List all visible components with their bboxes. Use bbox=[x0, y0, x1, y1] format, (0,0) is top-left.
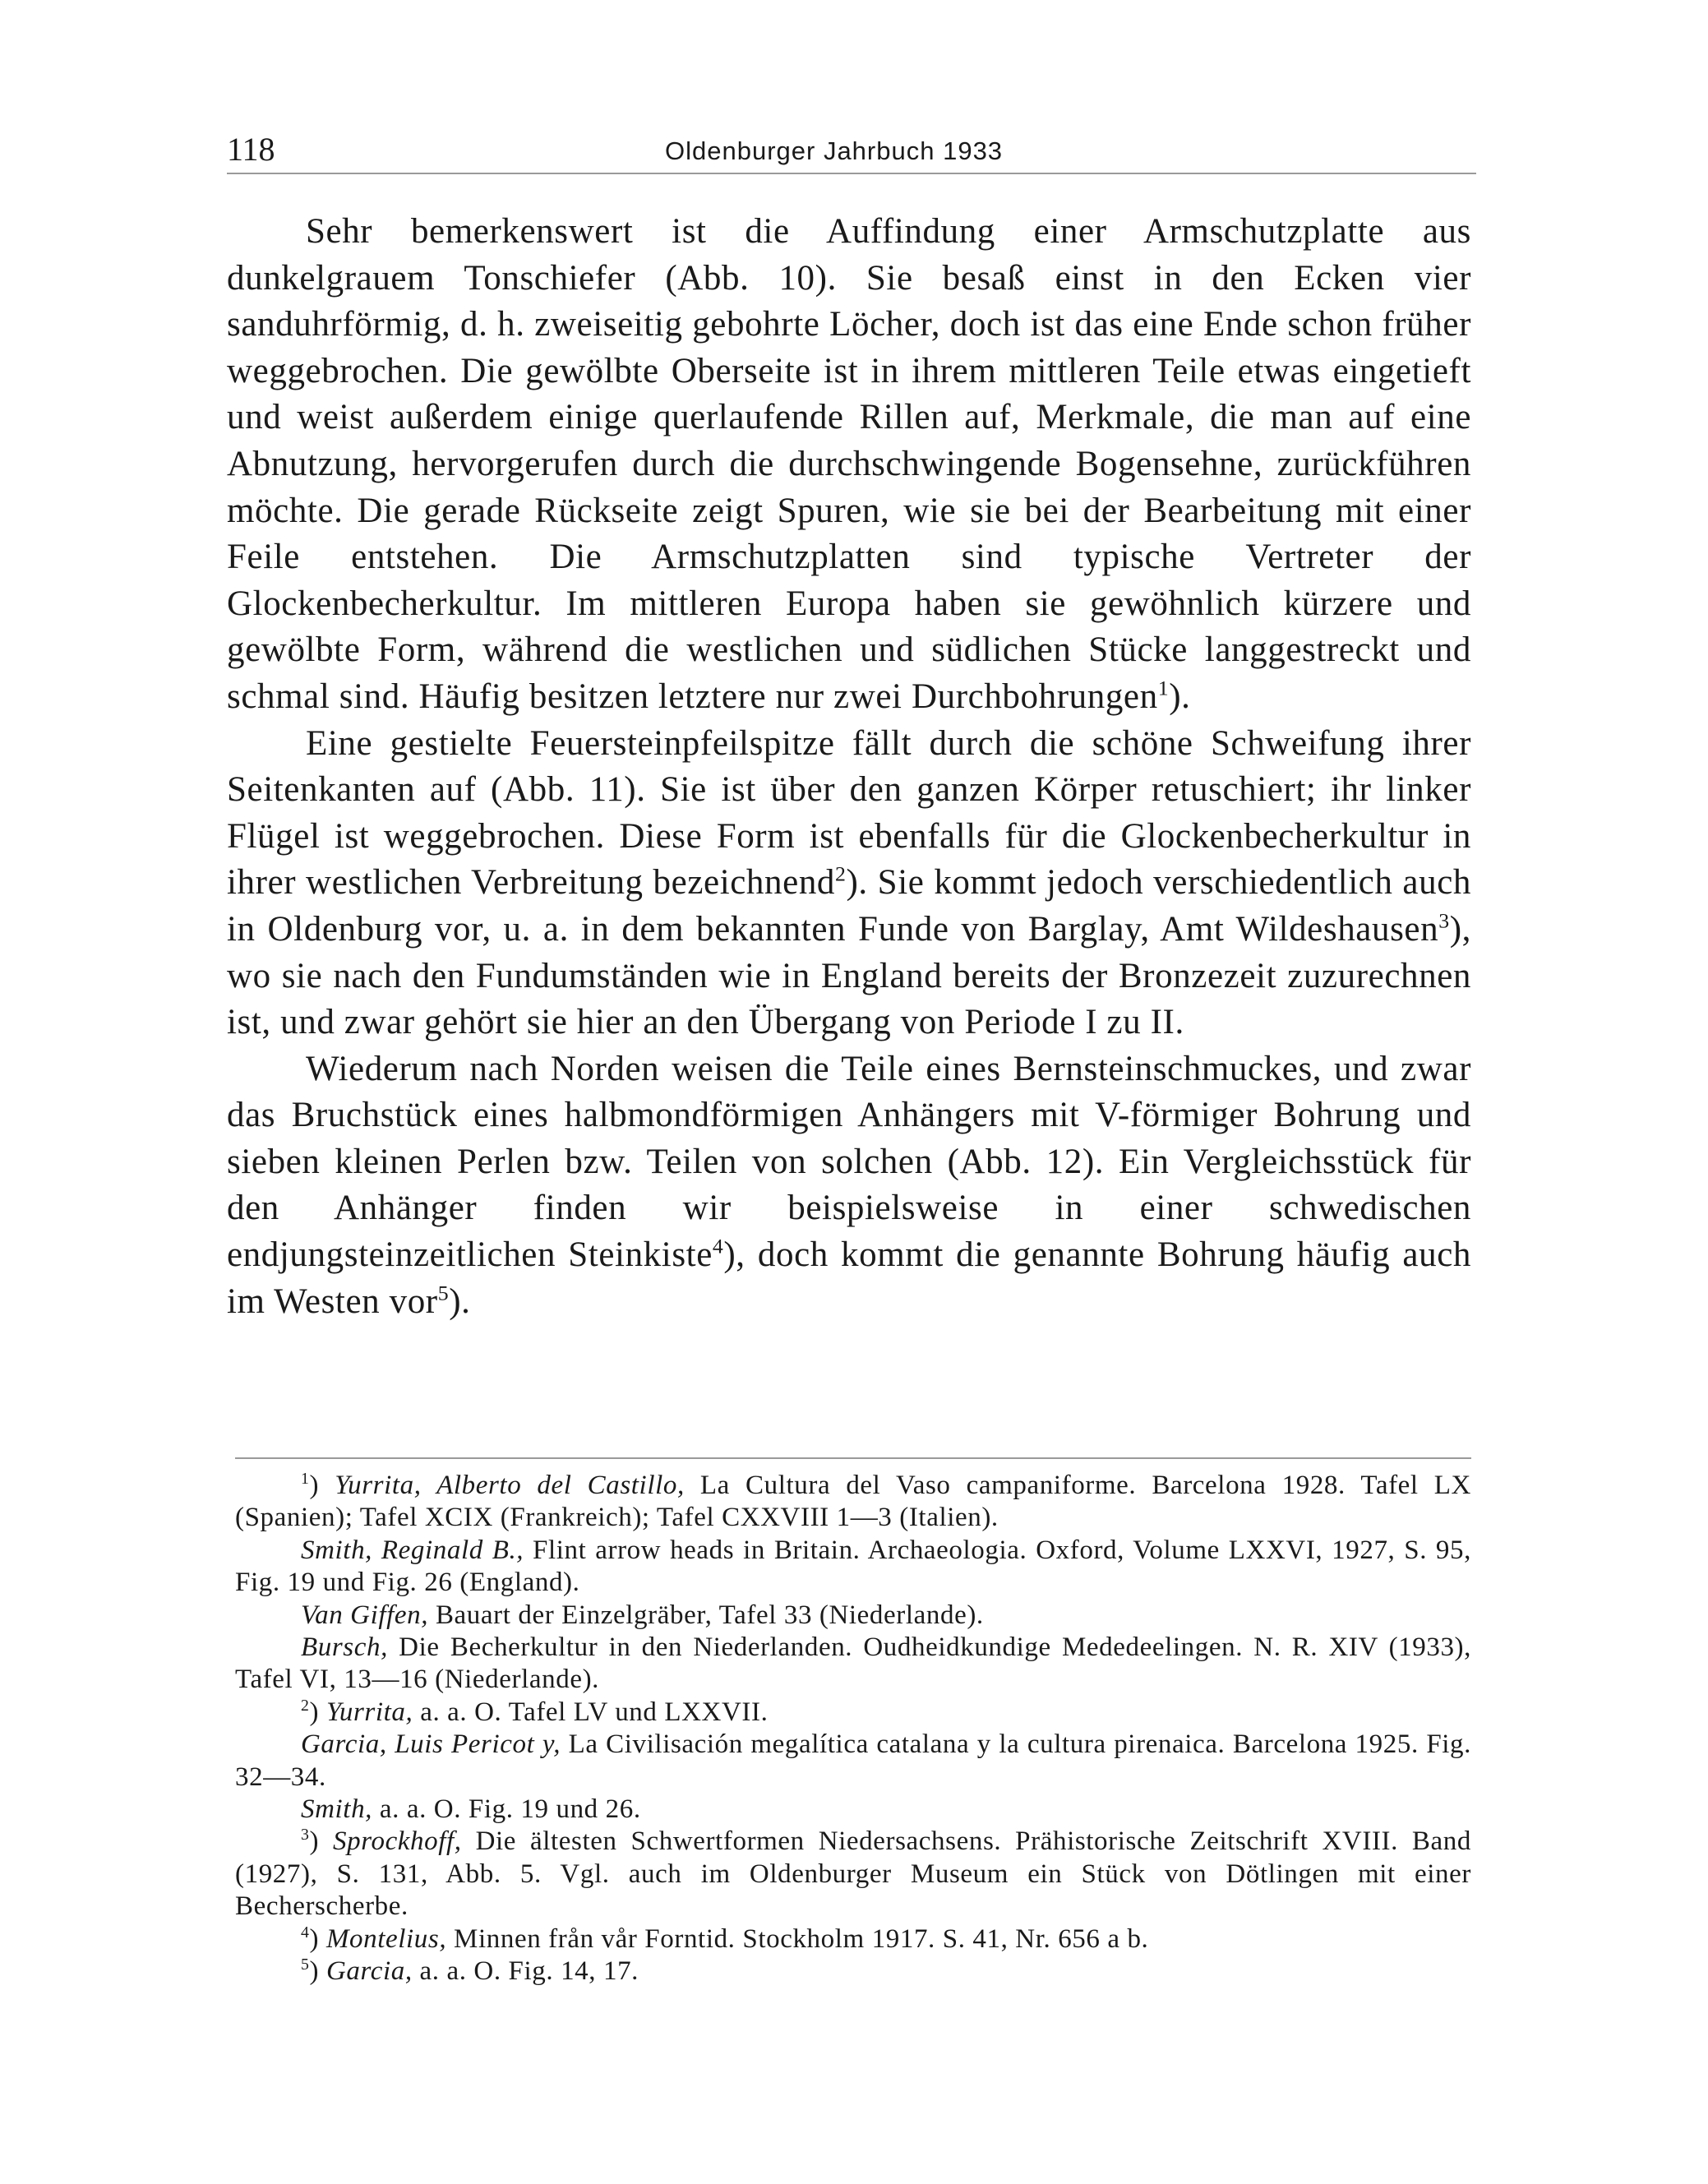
footnote-author: Yurrita, Alberto del Castillo, bbox=[335, 1471, 685, 1500]
footnote-1: $^1$) Yurrita, Alberto del Castillo, La Cultura del Vaso campaniforme. Barcelona 1928. Tafel LX (Spanien); Tafel XCIX (Frankreich); Tafel CXXVIII 1—3 (Italien). bbox=[235, 1470, 1471, 1533]
footnote-1-ref-bursch: Bursch, Die Becherkultur in den Niederlanden. Oudheidkundige Mededeelingen. N. R. XIV (1933), Tafel VI, 13—16 (Niederlande). bbox=[235, 1632, 1471, 1695]
footnote-5: $^5$) Garcia, a. a. O. Fig. 14, 17. bbox=[301, 1955, 639, 1987]
footnote-1-ref-smith: Smith, Reginald B., Flint arrow heads in Britain. Archaeologia. Oxford, Volume LXXVI, 1927, S. 95, Fig. 19 und Fig. 26 (England). bbox=[235, 1535, 1471, 1598]
footnote-ref-1: 1 bbox=[1157, 676, 1170, 700]
footnote-author: Montelius, bbox=[325, 1923, 447, 1954]
paragraph-armschutzplatte: Sehr bemerkenswert ist die Auffindung einer Armschutzplatte aus dunkelgrauem Tonschiefer (Abb. 10). Sie besaß einst in den Ecken vier sanduhrförmig, d. h. zweiseitig gebohrte Löcher, doch ist das eine Ende schon früher weggebrochen. Die gewölbte Oberseite ist in ihrem mittleren Teile etwas eingetieft und weist außerdem einige querlaufende Rillen auf, Merkmale, die man auf eine Abnutzung, hervorgerufen durch die durchschwingende Bogensehne, zurückführen möchte. Die gerade Rückseite zeigt Spuren, wie sie bei der Bearbeitung mit einer Feile entstehen. Die Armschutzplatten sind typische Vertreter der Glockenbecherkultur. Im mittleren Europa haben sie gewöhnlich kürzere und gewölbte Form, während die westlichen und südlichen Stücke langgestreckt und schmal sind. Häufig besitzen letztere nur zwei Durchbohrungen$^1$). bbox=[227, 212, 1471, 716]
footnote-author: Van Giffen, bbox=[301, 1600, 429, 1630]
footnote-3: $^3$) Sprockhoff, Die ältesten Schwertformen Niedersachsens. Prähistorische Zeitschrift XVIII. Band (1927), S. 131, Abb. 5. Vgl. auch im Oldenburger Museum ein Stück von Dötlingen mit einer Becherscherbe. bbox=[235, 1826, 1471, 1922]
footnote-2: $^2$) Yurrita, a. a. O. Tafel LV und LXXVII. bbox=[301, 1696, 769, 1727]
paragraph-bernsteinschmuck: Wiederum nach Norden weisen die Teile eines Bernsteinschmuckes, und zwar das Bruchstück eines halbmondförmigen Anhängers mit V-förmiger Bohrung und sieben kleinen Perlen bzw. Teilen von solchen (Abb. 12). Ein Vergleichsstück für den Anhänger finden wir beispielsweise in einer schwedischen endjungsteinzeitlichen Steinkiste$^4$), doch kommt die genannte Bohrung häufig auch im Westen vor$^5$). bbox=[227, 1049, 1471, 1321]
footnote-separator bbox=[235, 1457, 1471, 1459]
footnote-ref-2: 2 bbox=[835, 861, 847, 886]
footnote-1-ref-van-giffen: Van Giffen, Bauart der Einzelgräber, Tafel 33 (Niederlande). bbox=[301, 1600, 984, 1630]
paragraph-feuersteinpfeilspitze: Eine gestielte Feuersteinpfeilspitze fällt durch die schöne Schweifung ihrer Seitenkanten auf (Abb. 11). Sie ist über den ganzen Körper retuschiert; ihr linker Flügel ist weggebrochen. Diese Form ist ebenfalls für die Glockenbecherkultur in ihrer westlichen Verbreitung bezeichnend$^2$). Sie kommt jedoch verschiedentlich auch in Oldenburg vor, u. a. in dem bekannten Funde von Barglay, Amt Wildeshausen$^3$), wo sie nach den Fundumständen wie in England bereits der Bronzezeit zuzurechnen ist, und zwar gehört sie hier an den Übergang von Periode I zu II. bbox=[227, 723, 1471, 1042]
footnote-2-ref-smith: Smith, a. a. O. Fig. 19 und 26. bbox=[301, 1794, 641, 1825]
running-header bbox=[227, 132, 1476, 174]
body-text bbox=[227, 209, 1471, 1325]
footnote-ref-3: 3 bbox=[1438, 908, 1450, 933]
running-title: Oldenburger Jahrbuch 1933 bbox=[665, 136, 1004, 165]
footnote-ref-4: 4 bbox=[712, 1234, 724, 1258]
footnote-2-ref-garcia: Garcia, Luis Pericot y, La Civilisación megalítica catalana y la cultura pirenaica. Barcelona 1925. Fig. 32—34. bbox=[235, 1729, 1471, 1792]
footnote-author: Yurrita, bbox=[325, 1697, 413, 1727]
footnote-author: Smith, bbox=[301, 1794, 373, 1825]
footnote-ref-5: 5 bbox=[437, 1281, 450, 1305]
footnote-author: Smith, Reginald B., bbox=[301, 1535, 524, 1565]
page-number: 118 bbox=[227, 131, 275, 168]
footnote-author: Bursch, bbox=[301, 1632, 388, 1663]
footnote-4: $^4$) Montelius, Minnen från vår Forntid. Stockholm 1917. S. 41, Nr. 656 a b. bbox=[301, 1923, 1149, 1954]
footnotes bbox=[235, 1470, 1471, 1988]
footnote-author: Garcia, bbox=[325, 1956, 413, 1987]
footnote-author: Sprockhoff, bbox=[333, 1826, 462, 1857]
footnote-author: Garcia, Luis Pericot y, bbox=[301, 1729, 561, 1760]
